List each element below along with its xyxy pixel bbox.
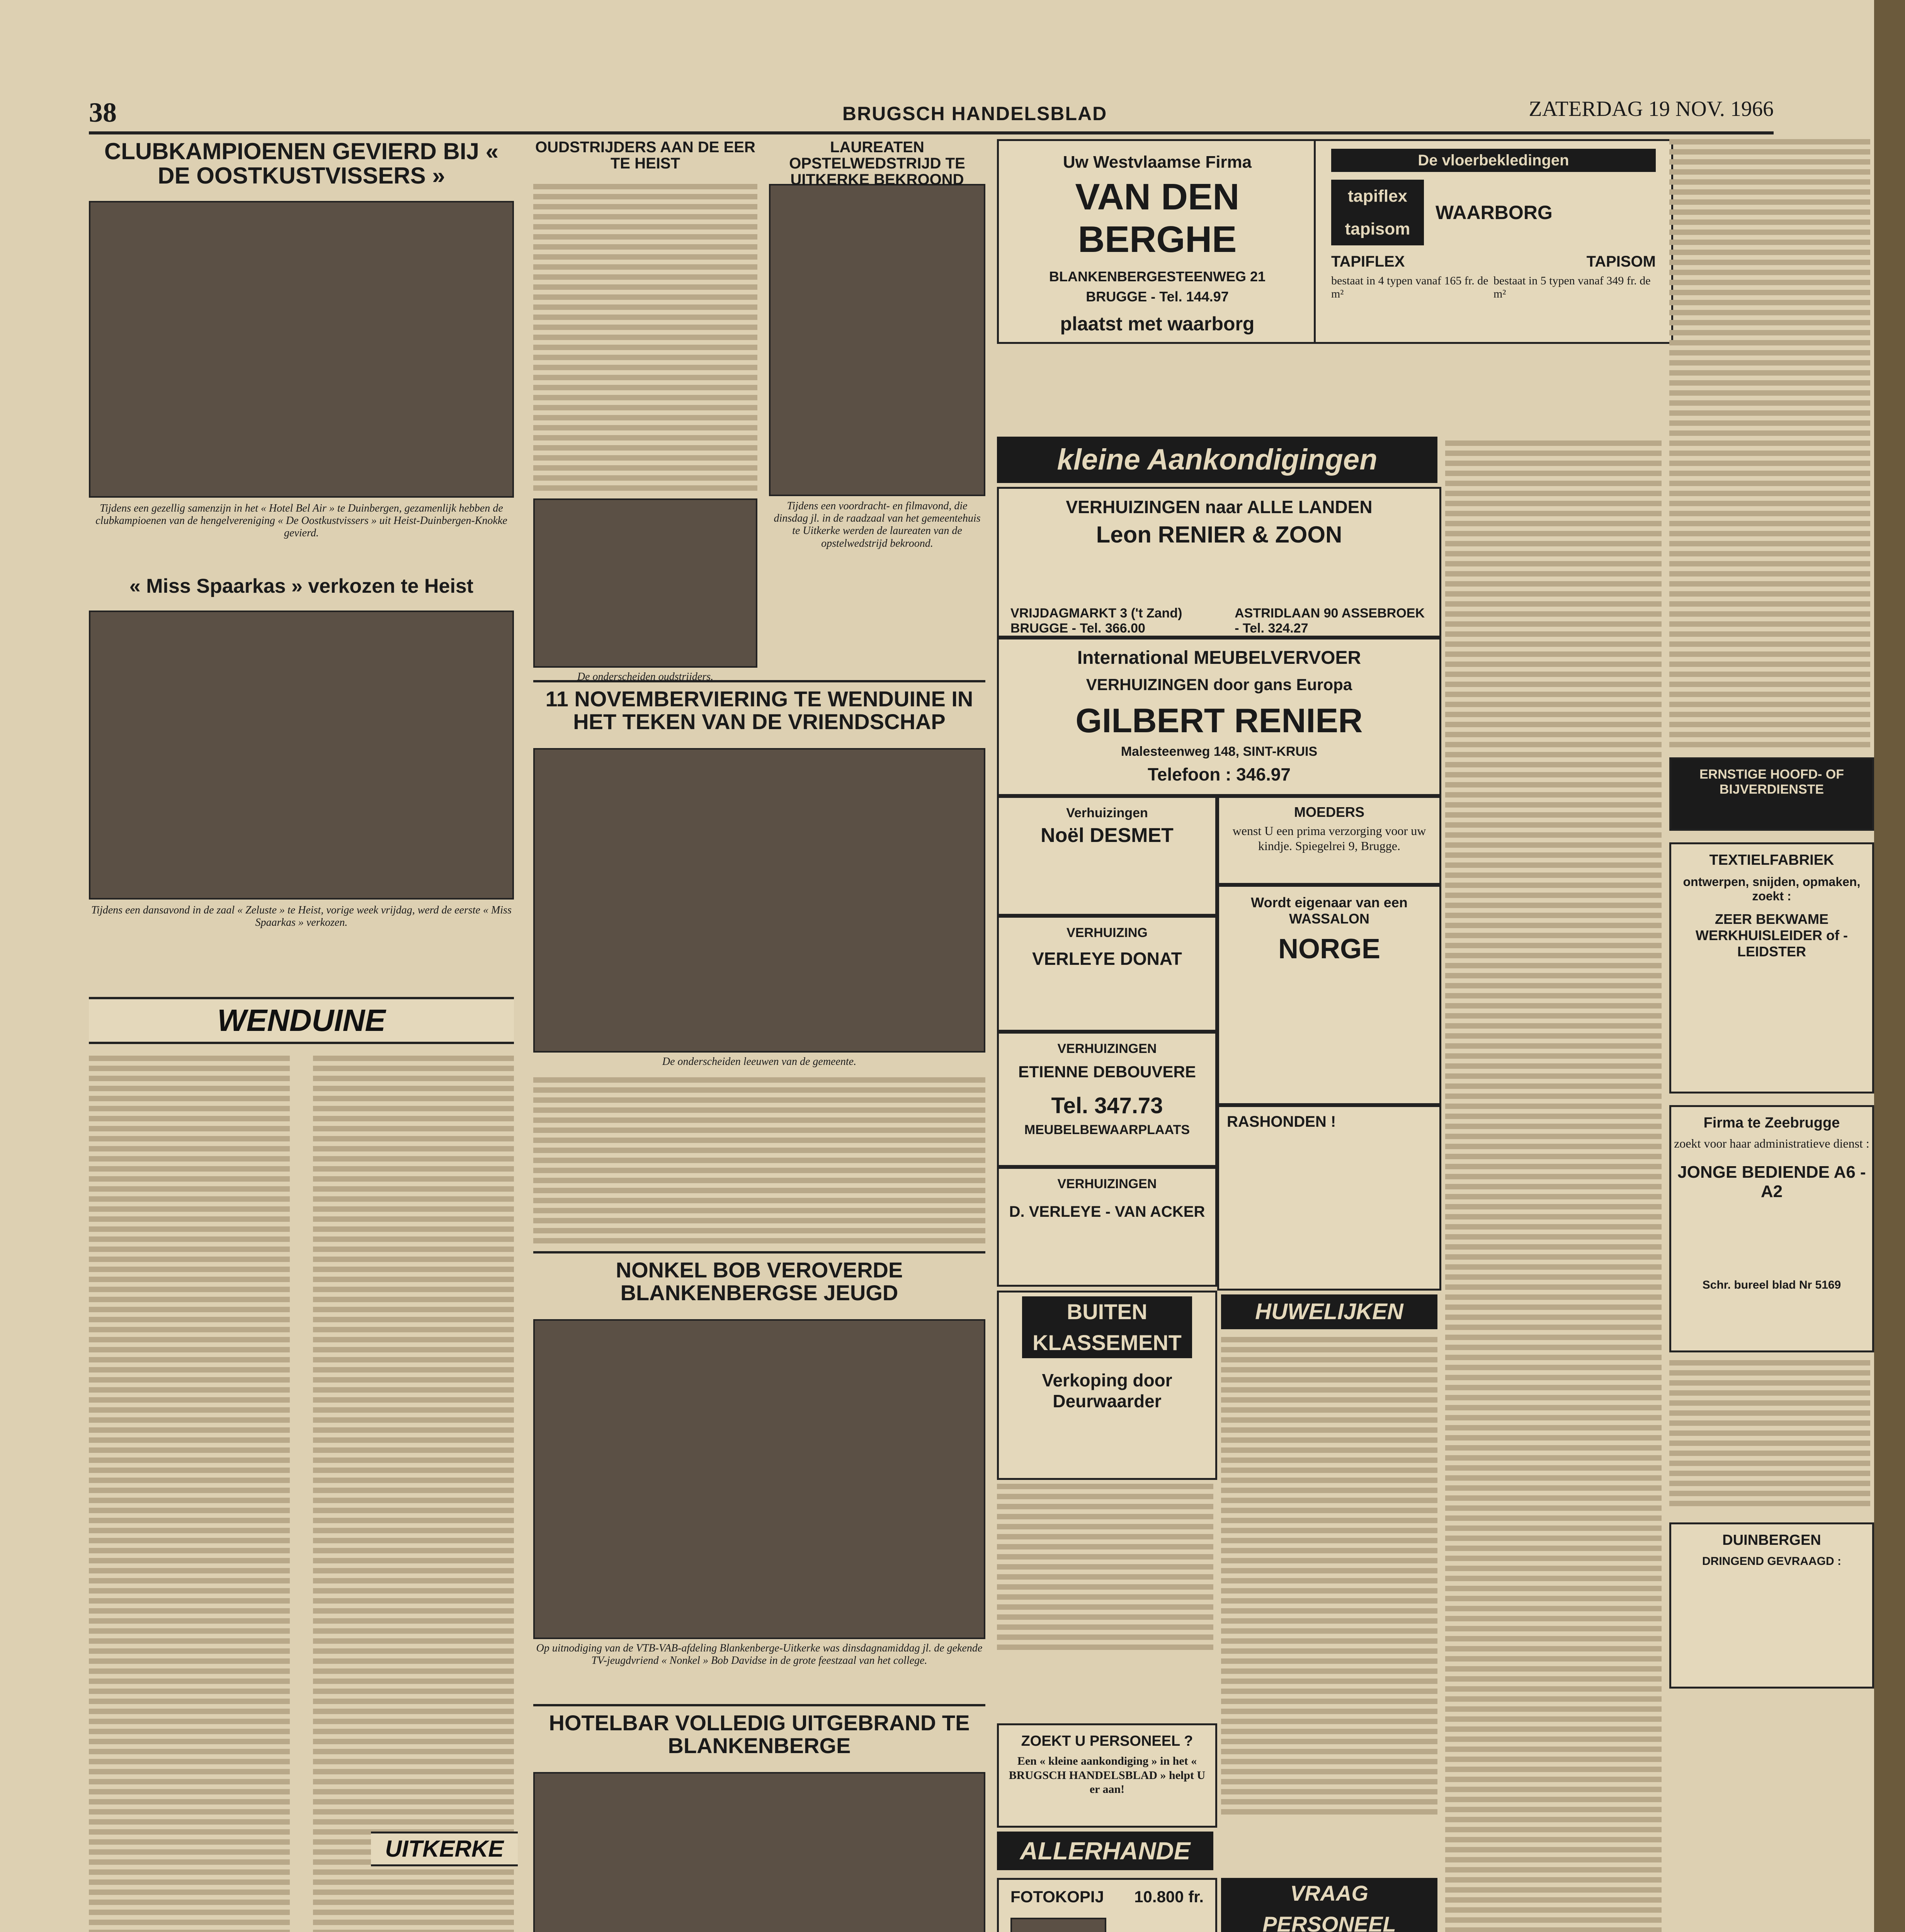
center-stories	[533, 680, 985, 1932]
text-verkoping	[997, 1484, 1213, 1655]
tapiflex-logo: tapiflex tapisom	[1331, 180, 1424, 245]
ad-buiten-klassement	[997, 1291, 1217, 1480]
classifieds-col-b	[1221, 1337, 1437, 1819]
ad-duinbergen	[1669, 1522, 1874, 1689]
renier1-addr2: ASTRIDLAAN 90 ASSEBROEK - Tel. 324.27	[1235, 606, 1425, 636]
tapiflex-names	[1316, 253, 1671, 270]
donat-title: VERHUIZING	[1066, 925, 1148, 940]
headline-hotelbar: HOTELBAR VOLLEDIG UITGEBRAND TE BLANKENBERGE	[533, 1704, 985, 1766]
headline-laureaten: LAUREATEN OPSTELWEDSTRIJD TE UITKERKE BEKROOND	[789, 139, 965, 188]
zeebrugge-sub: zoekt voor haar administratieve dienst :	[1674, 1136, 1869, 1150]
allerhande-banner: ALLERHANDE	[997, 1832, 1213, 1870]
text-oudstrijders	[533, 184, 757, 491]
classifieds-col-d	[1445, 440, 1662, 1932]
photo-nonkel-bob	[533, 1319, 985, 1639]
ad-verleye-vanacker	[997, 1167, 1217, 1287]
tapiflex-price: bestaat in 4 typen vanaf 165 fr. de m²	[1331, 274, 1488, 300]
donat-name: VERLEYE DONAT	[1032, 949, 1182, 969]
renier1-addr1: VRIJDAGMARKT 3 ('t Zand) BRUGGE - Tel. 366.00	[1010, 606, 1182, 636]
rashonden-title: RASHONDEN !	[1227, 1113, 1336, 1130]
ad-fotokopij	[997, 1878, 1217, 1932]
section-wenduine: WENDUINE	[89, 997, 514, 1044]
wassalon-intro: Wordt eigenaar van een WASSALON	[1251, 895, 1408, 927]
zoekt-text: Een « kleine aankondiging » in het « BRUGSCH HANDELSBLAD » helpt U er aan!	[1009, 1755, 1206, 1796]
tapisom-price: bestaat in 5 typen vanaf 349 fr. de m²	[1493, 274, 1651, 300]
buiten-title: Verkoping door Deurwaarder	[1042, 1370, 1172, 1411]
renier2-title: International MEUBELVERVOER	[1077, 648, 1361, 668]
zoekt-title: ZOEKT U PERSONEEL ?	[1021, 1733, 1193, 1749]
column-2	[533, 139, 757, 683]
ad-tapiflex	[1314, 139, 1673, 344]
ad-verleye-donat	[997, 916, 1217, 1032]
uitkerke-section	[371, 1832, 518, 1866]
vraag-personeel-banner: VRAAG PERSONEEL	[1221, 1878, 1437, 1932]
headline-nonkel-bob: NONKEL BOB VEROVERDE BLANKENBERGSE JEUGD	[533, 1251, 985, 1313]
renier2-addr: Malesteenweg 148, SINT-KRUIS	[1121, 744, 1318, 759]
renier1-name: Leon RENIER & ZOON	[1096, 522, 1342, 548]
huwelijken-banner: HUWELIJKEN	[1221, 1294, 1437, 1329]
headline-oudstrijders: OUDSTRIJDERS AAN DE EER TE HEIST	[535, 139, 755, 172]
headline-clubkampioenen: CLUBKAMPIOENEN GEVIERD BIJ « DE OOSTKUSTVISSERS »	[104, 138, 499, 189]
column-1	[89, 139, 514, 1932]
zeebrugge-ref: Schr. bureel blad Nr 5169	[1702, 1279, 1841, 1292]
textiel-title: TEXTIELFABRIEK	[1709, 852, 1834, 868]
headline-miss-spaarkas: « Miss Spaarkas » verkozen te Heist	[129, 575, 474, 597]
photo-clubkampioenen	[89, 201, 514, 498]
verleye-title: VERHUIZINGEN	[1057, 1177, 1157, 1191]
vdb-street: BLANKENBERGESTEENWEG 21	[1049, 269, 1266, 284]
caption-miss-spaarkas: Tijdens een dansavond in de zaal « Zeluste » te Heist, vorige week vrijdag, werd de eerste « Miss Spaarkas » verkozen.	[91, 904, 512, 929]
moeders-text: wenst U een prima verzorging voor uw kindje. Spiegelrei 9, Brugge.	[1232, 824, 1426, 853]
zeebrugge-title: Firma te Zeebrugge	[1703, 1115, 1840, 1131]
ad-renier-gilbert	[997, 638, 1441, 796]
caption-nonkel-bob: Op uitnodiging van de VTB-VAB-afdeling Blankenberge-Uitkerke was dinsdagnamiddag jl. de gekende TV-jeugdvriend « Nonkel » Bob Davidse in de grote feestzaal van het college.	[536, 1642, 983, 1667]
fotokopij-header	[999, 1880, 1215, 1914]
text-wenduine-right	[313, 1056, 514, 1932]
ad-renier-leon	[997, 487, 1441, 638]
ad-ernstige-bijverdienste	[1669, 757, 1874, 831]
ad-rashonden	[1217, 1105, 1441, 1291]
fotokopij-machine-image	[1010, 1918, 1106, 1932]
caption-clubkampioenen: Tijdens een gezellig samenzijn in het « Hotel Bel Air » te Duinbergen, gezamenlijk hebben de clubkampioenen van de hengelvereniging « De Oostkustvissers » uit Heist-Duinbergen-Knokke gevierd.	[95, 502, 507, 539]
renier2-sub: VERHUIZINGEN door gans Europa	[1086, 675, 1352, 694]
debouvere-name: ETIENNE DEBOUVERE	[1018, 1063, 1196, 1081]
renier1-title: VERHUIZINGEN naar ALLE LANDEN	[1066, 497, 1373, 517]
photo-laureaten	[769, 184, 985, 496]
renier2-tel: Telefoon : 346.97	[1148, 764, 1291, 784]
kleine-aankondigingen-banner: kleine Aankondigingen	[997, 437, 1437, 483]
column-3	[769, 139, 985, 616]
text-november-viering	[533, 1077, 985, 1243]
fotokopij-price: 10.800 fr.	[1134, 1888, 1204, 1906]
photo-oudstrijders	[533, 498, 757, 668]
tapiflex-prices	[1316, 270, 1671, 304]
buiten-banner: BUITEN KLASSEMENT	[1022, 1296, 1192, 1358]
tapiflex-header: De vloerbekledingen	[1331, 149, 1656, 172]
moeders-title: MOEDERS	[1294, 804, 1365, 820]
photo-miss-spaarkas	[89, 611, 514, 900]
ad-zoekt-personeel	[997, 1723, 1217, 1828]
vdb-tag: plaatst met waarborg	[1060, 313, 1255, 335]
desmet-name: Noël DESMET	[1041, 824, 1174, 847]
classifieds-col-f	[1669, 1360, 1870, 1511]
ad-wassalon-norge	[1217, 885, 1441, 1105]
wassalon-name: NORGE	[1278, 934, 1381, 964]
headline-november-viering: 11 NOVEMBERVIERING TE WENDUINE IN HET TEKEN VAN DE VRIENDSCHAP	[533, 680, 985, 742]
ad-desmet	[997, 796, 1217, 916]
vdb-name: VAN DEN BERGHE	[1075, 176, 1240, 260]
textiel-sub: ontwerpen, snijden, opmaken, zoekt :	[1683, 875, 1861, 903]
tapiflex-logos	[1331, 180, 1656, 245]
tapiflex-name: TAPIFLEX	[1331, 253, 1405, 270]
ad-textielfabriek	[1669, 842, 1874, 1094]
renier1-addresses	[999, 548, 1439, 636]
photo-november-viering	[533, 748, 985, 1053]
textiel-text: ZEER BEKWAME WERKHUISLEIDER of -LEIDSTER	[1696, 911, 1848, 959]
paper-name: BRUGSCH HANDELSBLAD	[842, 103, 1107, 124]
tapisom-name: TAPISOM	[1586, 253, 1656, 270]
vdb-intro: Uw Westvlaamse Firma	[1063, 153, 1252, 172]
caption-november-viering: De onderscheiden leeuwen van de gemeente.	[662, 1056, 857, 1068]
page-number: 38	[89, 97, 117, 128]
photo-hotelbar	[533, 1772, 985, 1932]
duinbergen-title: DUINBERGEN	[1722, 1532, 1821, 1548]
waarborg-stamp: WAARBORG	[1436, 202, 1553, 223]
ad-firma-zeebrugge	[1669, 1105, 1874, 1352]
debouvere-tel: Tel. 347.73	[1051, 1093, 1163, 1118]
verleye-name: D. VERLEYE - VAN ACKER	[1009, 1203, 1205, 1220]
duinbergen-sub: DRINGEND GEVRAAGD :	[1702, 1555, 1841, 1568]
debouvere-title: VERHUIZINGEN	[1057, 1041, 1157, 1056]
desmet-title: Verhuizingen	[1066, 806, 1148, 820]
classifieds-col-e	[1669, 139, 1870, 752]
vdb-city: BRUGGE - Tel. 144.97	[1086, 289, 1229, 304]
issue-date: ZATERDAG 19 NOV. 1966	[1529, 97, 1774, 121]
ad-debouvere	[997, 1032, 1217, 1167]
page-binding-edge	[1874, 0, 1905, 1932]
ernstige-title: ERNSTIGE HOOFD- OF BIJVERDIENSTE	[1699, 767, 1844, 797]
ad-vandenberghe	[997, 139, 1318, 344]
zeebrugge-text: JONGE BEDIENDE A6 - A2	[1677, 1163, 1866, 1201]
renier2-name: GILBERT RENIER	[1075, 701, 1363, 740]
section-uitkerke: UITKERKE	[371, 1832, 518, 1866]
text-wenduine-left	[89, 1056, 290, 1932]
masthead	[89, 89, 1774, 134]
caption-oudstrijders: De onderscheiden oudstrijders.	[577, 671, 714, 683]
fotokopij-title: FOTOKOPIJ	[1010, 1888, 1104, 1906]
caption-laureaten: Tijdens een voordracht- en filmavond, die dinsdag jl. in de raadzaal van het gemeentehuis te Uitkerke werden de laureaten van de opstelwedstrijd bekroond.	[774, 500, 981, 549]
debouvere-footer: MEUBELBEWAARPLAATS	[1024, 1122, 1190, 1137]
ad-moeders	[1217, 796, 1441, 885]
